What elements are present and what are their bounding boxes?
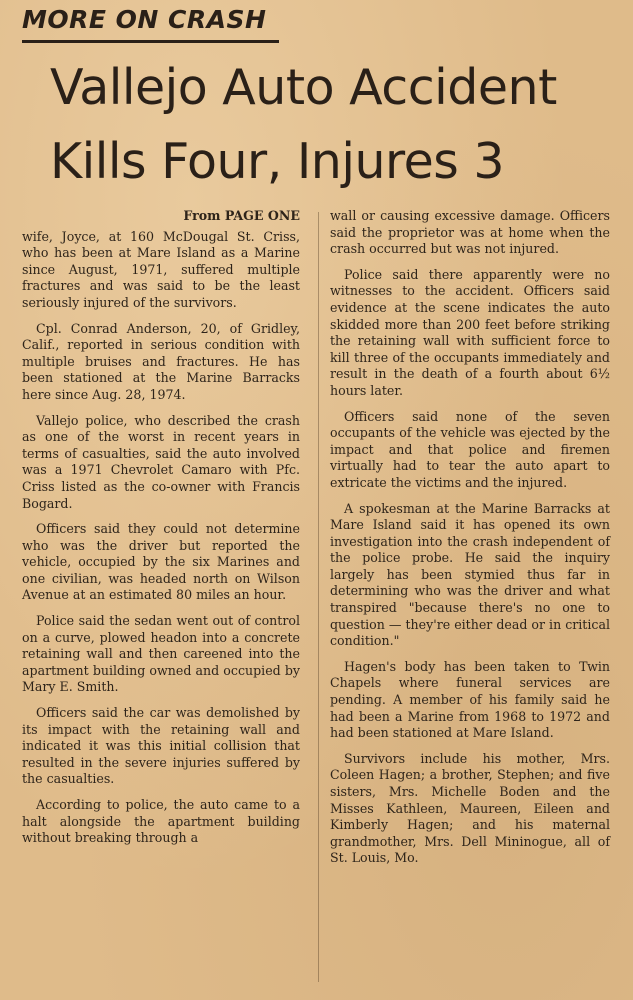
paragraph: A spokesman at the Marine Barracks at Mare Island said it has opened its own investigation into the crash independent of the police probe. He said the inquiry largely has been stymied thus far in determining who was the driver and what transpired "because there's no one to question — they're either dead or in critical condition." [330,500,610,649]
paragraph: Cpl. Conrad Anderson, 20, of Gridley, Calif., reported in serious condition with multiple bruises and fractures. He has been stationed at the Marine Barracks here since Aug. 28, 1974. [22,320,300,402]
article-column-right [330,208,610,876]
column-divider [318,212,319,982]
paragraph: Officers said they could not determine who was the driver but reported the vehicle, occupied by the six Marines and one civilian, was headed north on Wilson Avenue at an estimated 80 miles an hour. [22,521,300,603]
paragraph: wall or causing excessive damage. Officers said the proprietor was at home when the crash occurred but was not injured. [330,208,610,257]
article-column-left [22,208,300,856]
paragraph: Vallejo police, who described the crash as one of the worst in recent years in terms of casualties, said the auto involved was a 1971 Chevrolet Camaro with Pfc. Criss listed as the co-owner with Francis Bogard. [22,412,300,511]
paragraph: Hagen's body has been taken to Twin Chapels where funeral services are pending. A member of his family said he had been a Marine from 1968 to 1972 and had been stationed at Mare Island. [330,658,610,741]
kicker-underline [22,40,279,43]
section-kicker: MORE ON CRASH [22,5,267,34]
paragraph: According to police, the auto came to a halt alongside the apartment building without breaking through a [22,797,300,846]
paragraph: Survivors include his mother, Mrs. Coleen Hagen; a brother, Stephen; and five sisters, Mrs. Michelle Boden and the Misses Kathleen, Maureen, Eileen and Kimberly Hagen; and his maternal grandmother, Mrs. Dell Mininogue, all of St. Louis, Mo. [330,750,610,866]
paragraph: Police said the sedan went out of control on a curve, plowed headon into a concrete retaining wall and then careened into the apartment building owned and occupied by Mary E. Smith. [22,613,300,695]
headline-line-2: Kills Four, Injures 3 [50,133,505,190]
jump-line: From PAGE ONE [183,208,300,223]
paragraph: Officers said none of the seven occupants of the vehicle was ejected by the impact and that police and firemen virtually had to tear the auto apart to extricate the victims and the injured. [330,408,610,490]
paragraph: Police said there apparently were no witnesses to the accident. Officers said evidence at the scene indicates the auto skidded more than 200 feet before striking the retaining wall with sufficient force to kill three of the occupants immediately and result in the death of a fourth about 6½ hours later. [330,266,610,398]
headline-line-1: Vallejo Auto Accident [50,59,557,116]
paragraph: wife, Joyce, at 160 McDougal St. Criss, who has been at Mare Island as a Marine since August, 1971, suffered multiple fractures and was said to be the least seriously injured of the survivors. [22,228,300,310]
paragraph: Officers said the car was demolished by its impact with the retaining wall and indicated it was this initial collision that resulted in the severe injuries suffered by the casualties. [22,705,300,787]
